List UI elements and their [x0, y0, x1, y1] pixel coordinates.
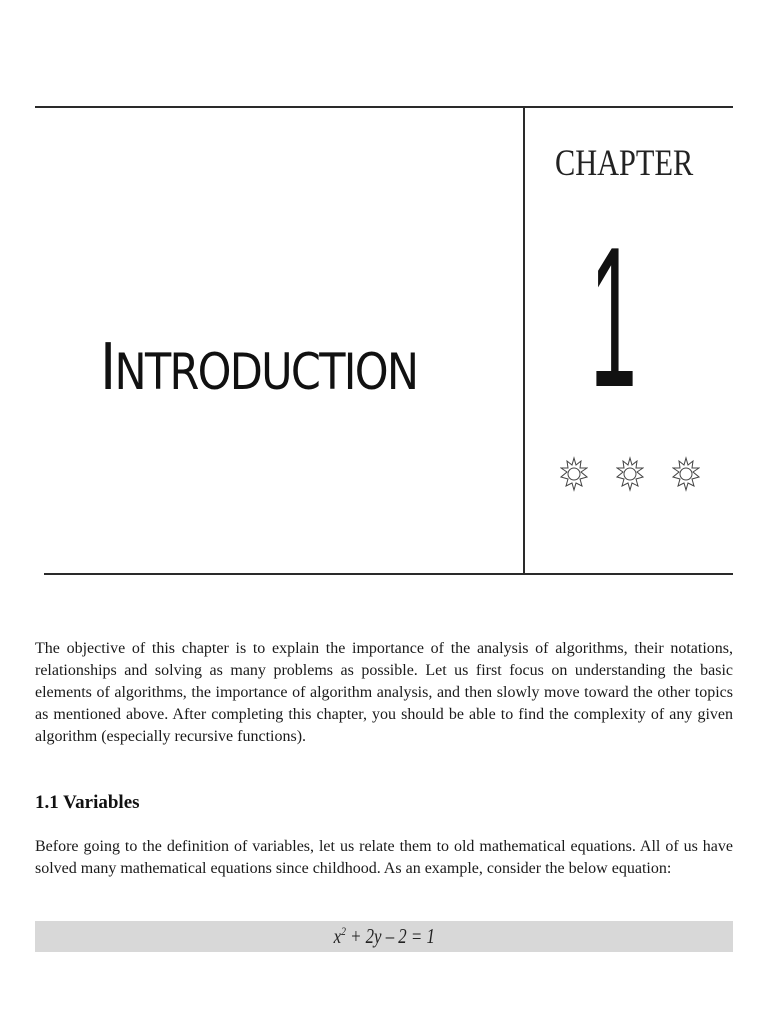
sun-ornament-icon	[616, 455, 644, 493]
chapter-title-initial: I	[100, 331, 115, 405]
equation-box	[35, 921, 733, 952]
chapter-title-rest: NTRODUCTION	[114, 343, 418, 401]
section-paragraph: Before going to the definition of variables, let us relate them to old mathematical equations. All of us have solved many mathematical equations since childhood. As an example, consider the below equation:	[35, 838, 733, 877]
equation	[333, 924, 434, 949]
section-heading: 1.1 Variables	[35, 792, 140, 813]
chapter-title	[100, 331, 427, 405]
header-divider-rule	[523, 108, 525, 574]
intro-paragraph: The objective of this chapter is to explain the importance of the analysis of algorithms, their notations, relationships and solving as many problems as possible. Let us first focus on understanding the basic elements of algorithms, the importance of algorithm analysis, and then slowly move toward the other topics as mentioned above. After completing this chapter, you should be able to find the complexity of any given algorithm (especially recursive functions).	[35, 640, 733, 745]
header-top-rule	[35, 106, 733, 108]
equation-base: x	[333, 924, 341, 948]
sun-ornament-icon	[560, 455, 588, 493]
chapter-number: 1	[590, 206, 637, 429]
equation-rest: + 2y – 2 = 1	[345, 924, 435, 948]
chapter-ornaments	[560, 455, 700, 495]
equation-exponent: 2	[340, 924, 346, 938]
header-bottom-rule	[44, 573, 733, 575]
chapter-label: CHAPTER	[555, 143, 694, 184]
sun-ornament-icon	[672, 455, 700, 493]
